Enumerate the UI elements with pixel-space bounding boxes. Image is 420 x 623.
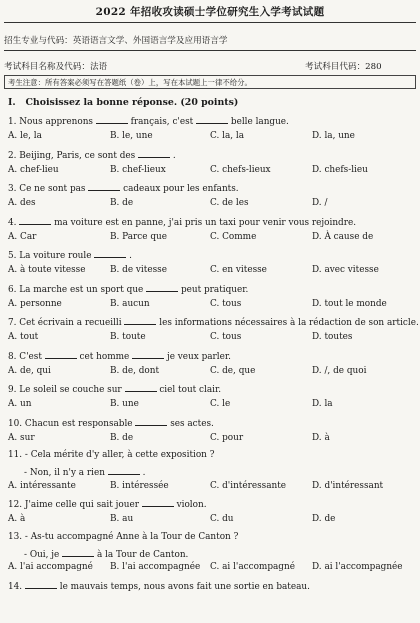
option-b: B. intéressée: [110, 480, 169, 491]
answer-blank: [62, 548, 94, 557]
question-text: - Oui, je: [24, 549, 63, 560]
question-text: 12. J'aime celle qui sait jouer: [8, 500, 142, 510]
option-a: A. chef-lieu: [8, 164, 59, 175]
option-b: B. toute: [110, 332, 146, 342]
question-text: cadeaux pour les enfants.: [120, 184, 239, 194]
answer-blank: [88, 182, 120, 191]
question-text: - Non, il n'y a rien: [24, 468, 108, 478]
question-7: [8, 316, 419, 328]
option-b: B. de vitesse: [110, 265, 167, 275]
code-label: 考试科目代码：: [305, 62, 366, 72]
answer-blank: [135, 417, 167, 426]
question-text: 14.: [8, 581, 25, 592]
code-line: [305, 60, 382, 72]
option-b: B. une: [110, 399, 139, 409]
question-10: [8, 417, 214, 429]
option-d: D. /, de quoi: [312, 365, 367, 376]
subject-line: [4, 60, 107, 72]
option-c: C. la, la: [210, 131, 245, 141]
question-text: 7. Cet écrivain a recueilli: [8, 318, 125, 328]
option-c: C. tous: [210, 332, 242, 342]
option-c: C. du: [210, 514, 234, 524]
option-d: D. à: [312, 432, 330, 443]
option-c: C. de, que: [210, 365, 256, 376]
answer-blank: [125, 383, 157, 392]
option-c: C. le: [210, 399, 231, 409]
option-a: A. le, la: [8, 131, 42, 141]
exam-title: 2022 年招收攻读硕士学位研究生入学考试试题: [95, 6, 325, 18]
option-a: A. des: [8, 198, 36, 208]
question-text: le mauvais temps, nous avons fait une sortie en bateau.: [56, 581, 310, 592]
question-6: [8, 283, 248, 295]
answer-blank: [96, 115, 128, 124]
answer-blank: [196, 115, 228, 124]
option-b: B. l'ai accompagnée: [110, 562, 201, 572]
major-rule: [4, 50, 416, 51]
answer-blank: [142, 498, 174, 507]
question-text: .: [170, 150, 176, 161]
subject-label: 考试科目名称及代码：: [4, 62, 90, 72]
major-line: [4, 34, 227, 46]
option-d: D. tout le monde: [312, 298, 387, 309]
answer-blank: [146, 283, 178, 292]
option-d: D. de: [312, 514, 336, 524]
major-label: 招生专业与代码：: [4, 36, 73, 46]
question-text: 13. - As-tu accompagné Anne à la Tour de Canton ?: [8, 531, 239, 542]
section-title: Choisissez la bonne réponse. (20 points): [25, 97, 239, 108]
question-11-line2: [24, 466, 145, 478]
option-c: C. Comme: [210, 231, 257, 242]
question-text: 1. Nous apprenons: [8, 117, 96, 127]
answer-blank: [45, 350, 77, 359]
option-b: B. Parce que: [110, 231, 167, 242]
option-b: B. aucun: [110, 298, 150, 309]
question-text: je veux parler.: [164, 351, 231, 362]
question-5: [8, 249, 132, 261]
question-text: belle langue.: [228, 117, 289, 127]
option-c: C. ai l'accompagné: [210, 562, 295, 572]
option-a: A. un: [8, 399, 32, 409]
question-12: [8, 498, 207, 510]
question-text: .: [126, 251, 132, 261]
question-text: 3. Ce ne sont pas: [8, 184, 89, 194]
header-rule: [4, 22, 416, 23]
question-text: ses actes.: [167, 418, 214, 429]
answer-blank: [94, 249, 126, 258]
question-text: ciel tout clair.: [156, 385, 222, 395]
code-value: 280: [365, 62, 382, 72]
question-text: 10. Chacun est responsable: [8, 418, 136, 429]
question-text: cet homme: [76, 351, 133, 362]
question-text: 4.: [8, 217, 20, 228]
section-heading: [8, 97, 238, 108]
answer-blank: [19, 216, 51, 225]
option-b: B. de: [110, 198, 134, 208]
question-11: [8, 450, 214, 460]
option-b: B. au: [110, 514, 134, 524]
answer-blank: [124, 316, 156, 325]
option-a: A. sur: [8, 432, 35, 443]
option-d: D. /: [312, 198, 328, 208]
option-a: A. tout: [8, 332, 39, 342]
question-13-line2: [24, 548, 188, 560]
option-b: B. le, une: [110, 131, 153, 141]
question-text: peut pratiquer.: [178, 284, 249, 295]
option-a: A. personne: [8, 298, 62, 309]
option-d: D. la, une: [312, 131, 355, 141]
option-d: D. chefs-lieu: [312, 164, 368, 175]
question-13: [8, 532, 238, 542]
option-d: D. toutes: [312, 332, 353, 342]
answer-blank: [132, 350, 164, 359]
option-d: D. À cause de: [312, 231, 374, 242]
question-9: [8, 383, 221, 395]
question-text: les informations nécessaires à la rédaction de son article.: [156, 318, 419, 328]
subject-value: 法语: [89, 62, 108, 72]
option-a: A. l'ai accompagné: [8, 562, 93, 572]
question-8: [8, 350, 231, 362]
answer-blank: [108, 466, 140, 475]
option-b: B. chef-lieux: [110, 164, 166, 175]
question-text: 6. La marche est un sport que: [8, 284, 147, 295]
question-text: violon.: [173, 500, 207, 510]
option-c: C. tous: [210, 298, 242, 309]
option-c: C. de les: [210, 198, 249, 208]
question-4: [8, 216, 356, 228]
option-d: D. avec vitesse: [312, 265, 379, 275]
question-text: à la Tour de Canton.: [94, 549, 189, 560]
option-c: C. d'intéressante: [210, 480, 287, 491]
major-value: 英语语言文学、外国语言学及应用语言学: [72, 36, 228, 46]
option-c: C. chefs-lieux: [210, 164, 271, 175]
question-14: [8, 580, 310, 592]
question-3: [8, 182, 239, 194]
question-2: [8, 149, 176, 161]
option-b: B. de, dont: [110, 365, 160, 376]
option-a: A. Car: [8, 231, 37, 242]
answer-blank: [25, 580, 57, 589]
option-a: A. intéressante: [8, 480, 76, 491]
exam-notice: 考生注意：所有答案必须写在答题纸（卷）上，写在本试题上一律不给分。: [4, 75, 416, 89]
question-text: 8. C'est: [8, 351, 45, 362]
option-a: A. à: [8, 514, 26, 524]
question-text: 2. Beijing, Paris, ce sont des: [8, 150, 139, 161]
question-text: 5. La voiture roule: [8, 251, 95, 261]
option-a: A. de, qui: [8, 365, 51, 376]
section-number: I.: [8, 97, 16, 108]
option-b: B. de: [110, 432, 134, 443]
question-text: .: [139, 468, 146, 478]
answer-blank: [138, 149, 170, 158]
question-text: ma voiture est en panne, j'ai pris un taxi pour venir vous rejoindre.: [51, 217, 357, 228]
option-d: D. la: [312, 399, 333, 409]
option-d: D. ai l'accompagnée: [312, 562, 403, 572]
option-c: C. en vitesse: [210, 265, 267, 275]
option-c: C. pour: [210, 432, 244, 443]
question-1: [8, 115, 289, 127]
question-text: 9. Le soleil se couche sur: [8, 385, 125, 395]
option-d: D. d'intéressant: [312, 480, 384, 491]
option-a: A. à toute vitesse: [8, 265, 86, 275]
question-text: français, c'est: [127, 117, 197, 127]
question-text: 11. - Cela mérite d'y aller, à cette exposition ?: [8, 450, 215, 460]
